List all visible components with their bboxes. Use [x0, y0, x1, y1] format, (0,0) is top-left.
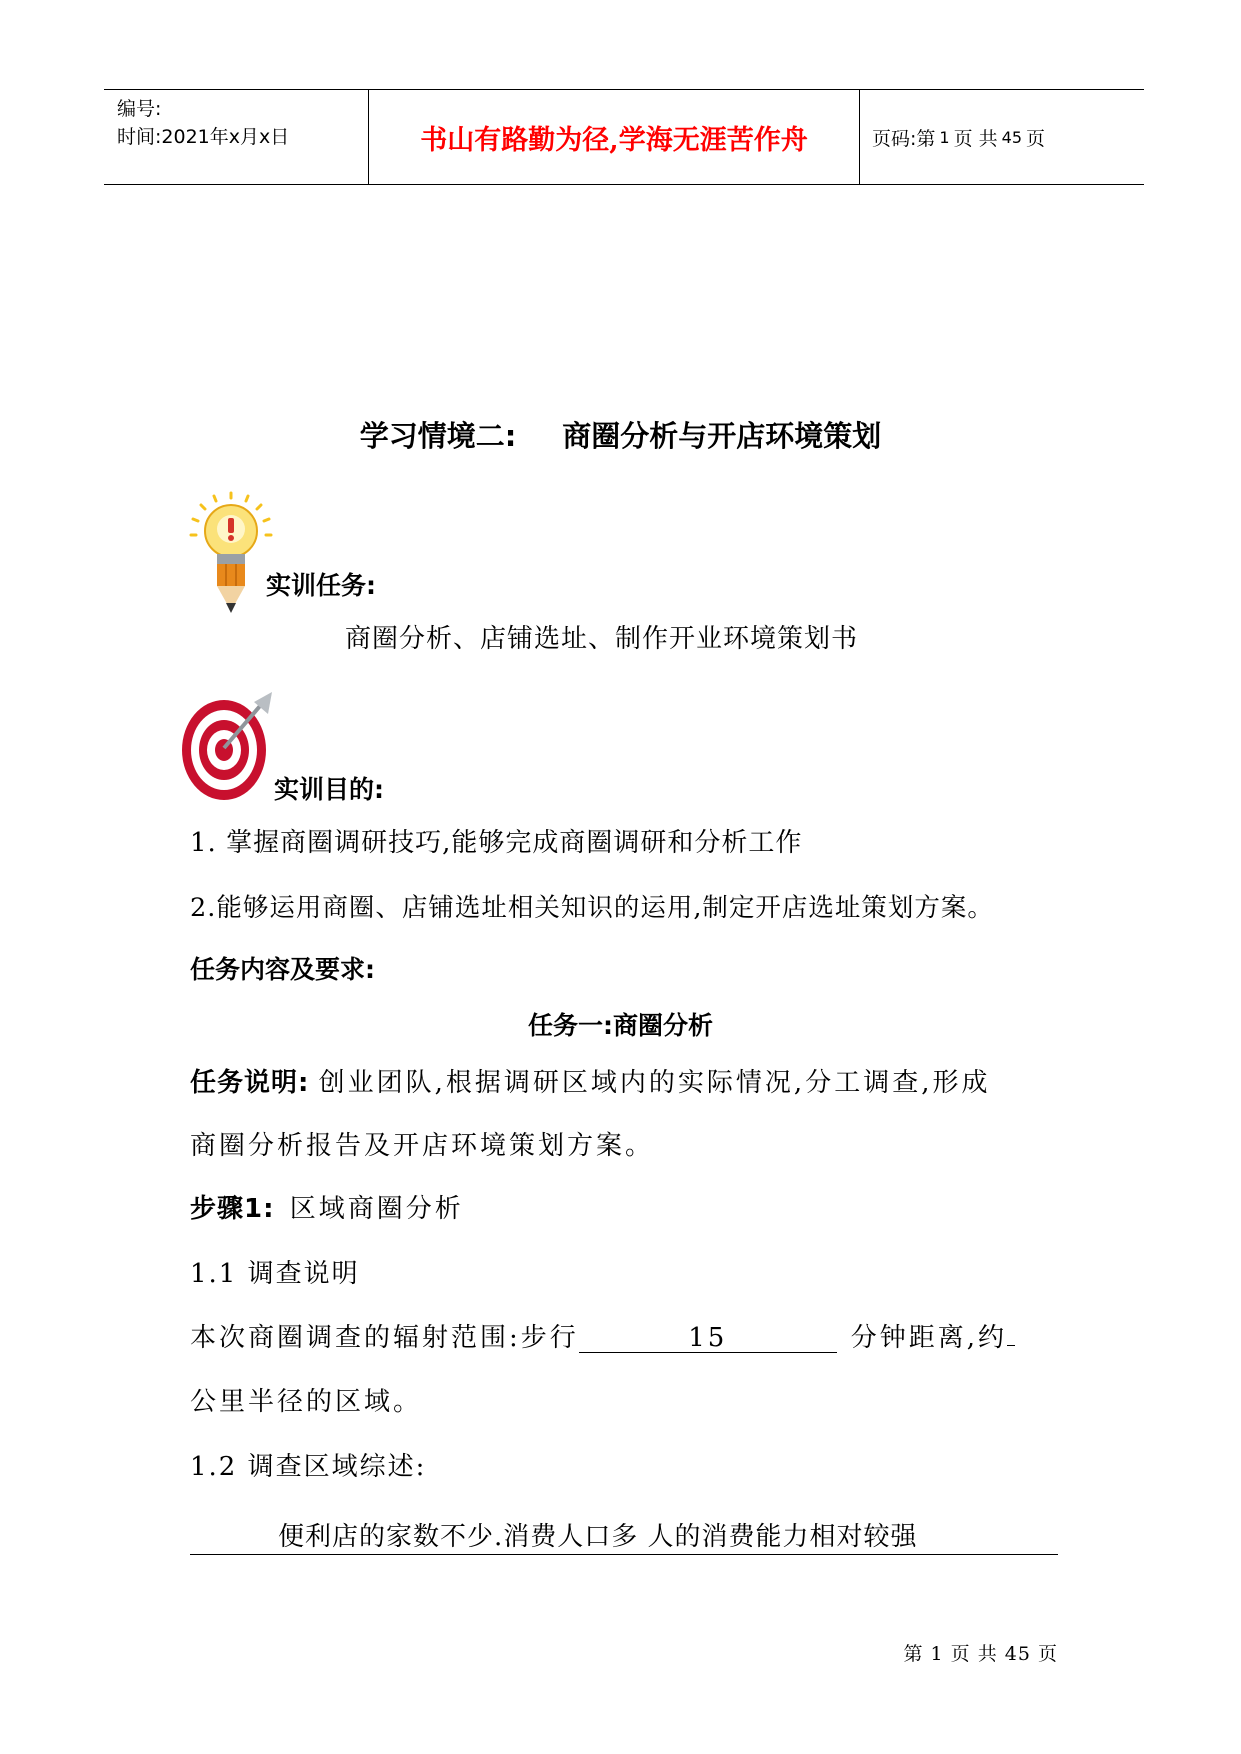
footer-mid: 页 共 — [950, 1643, 998, 1665]
radius-line — [190, 1317, 1015, 1354]
task-description-line1 — [190, 1062, 990, 1099]
training-task-heading: 实训任务: — [266, 571, 376, 600]
target-dart-icon — [180, 692, 276, 810]
document-header — [104, 89, 1144, 185]
footer-total: 45 — [1004, 1643, 1031, 1665]
footer-prefix: 第 — [903, 1643, 924, 1665]
radius-mid: 分钟距离,约 — [850, 1323, 1008, 1353]
page-label-prefix: 页码:第 — [872, 127, 936, 150]
header-motto: 书山有路勤为径,学海无涯苦作舟 — [369, 90, 860, 184]
summary-text: 便利店的家数不少.消费人口多 人的消费能力相对较强 — [278, 1522, 918, 1552]
training-goal-heading: 实训目的: — [274, 775, 384, 804]
page-label-suffix: 页 — [1026, 127, 1046, 150]
page-current: 1 — [939, 127, 950, 147]
number-label: 编号: — [117, 98, 162, 120]
training-task-content: 商圈分析、店铺选址、制作开业环境策划书 — [345, 624, 859, 654]
section-1-1: 1.1 调查说明 — [190, 1259, 360, 1289]
radius-prefix: 本次商圈调查的辐射范围:步行 — [190, 1323, 579, 1353]
time-label: 时间:2021年x月x日 — [117, 126, 290, 148]
radius-km-field — [1007, 1345, 1015, 1346]
task-content-heading: 任务内容及要求: — [190, 955, 375, 984]
header-page-info — [872, 90, 1045, 184]
task1-title: 任务一:商圈分析 — [528, 1011, 713, 1040]
goal-item-2: 2.能够运用商圈、店铺选址相关知识的运用,制定开店选址策划方案。 — [190, 893, 994, 923]
task-description-label: 任务说明: — [190, 1068, 310, 1098]
page-label-mid: 页 共 — [953, 127, 998, 150]
footer-page: 1 — [930, 1643, 944, 1665]
step1-label: 步骤1: — [190, 1194, 275, 1224]
section-1-2: 1.2 调查区域综述: — [190, 1452, 427, 1482]
goal-item-1: 1. 掌握商圈调研技巧,能够完成商圈调研和分析工作 — [190, 828, 803, 858]
title-part1: 学习情境二: — [359, 419, 517, 453]
page-title — [0, 414, 1241, 455]
radius-line2: 公里半径的区域。 — [190, 1387, 423, 1417]
task-description-line2: 商圈分析报告及开店环境策划方案。 — [190, 1131, 655, 1161]
page-footer — [903, 1639, 1058, 1666]
header-meta — [104, 90, 369, 184]
radius-value-field: 15 — [579, 1324, 837, 1353]
footer-suffix: 页 — [1037, 1643, 1058, 1665]
lightbulb-pencil-icon — [186, 491, 276, 615]
task-description-text: 创业团队,根据调研区域内的实际情况,分工调查,形成 — [318, 1068, 991, 1098]
title-part2: 商圈分析与开店环境策划 — [562, 419, 882, 453]
step1-line — [190, 1188, 464, 1225]
page-total: 45 — [1001, 127, 1022, 147]
step1-text: 区域商圈分析 — [289, 1194, 464, 1224]
summary-fill-line — [190, 1516, 1058, 1555]
